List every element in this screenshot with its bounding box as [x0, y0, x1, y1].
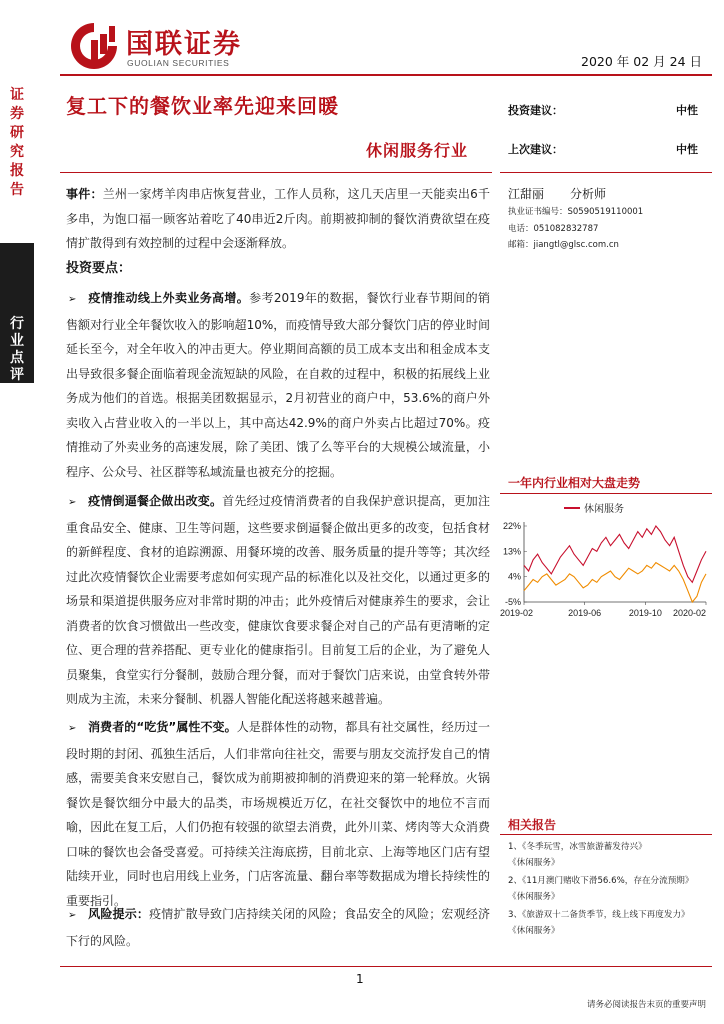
- key-point-1-heading: 疫情推动线上外卖业务高增。: [88, 291, 250, 305]
- x-tick-label: 2019-06: [568, 608, 602, 618]
- sidebar-industry-comment-label: 行业点评: [10, 316, 24, 383]
- header-divider: [60, 74, 712, 76]
- related-report-1-title[interactable]: 1、《冬季玩雪，冰雪旅游蓄发待兴》: [508, 842, 647, 852]
- company-logo: [68, 20, 268, 76]
- logo-english-name: GUOLIAN SECURITIES: [127, 58, 230, 68]
- key-point-3: [66, 715, 490, 913]
- x-tick-label: 2019-02: [500, 608, 534, 618]
- risk-warning-heading: 风险提示：: [88, 907, 150, 921]
- chart-title-divider: [500, 493, 712, 494]
- current-rating-value: 中性: [676, 104, 698, 117]
- footer-disclaimer: 请务必阅读报告末页的重要声明: [586, 1000, 706, 1010]
- related-report-2-title[interactable]: 2、《11月澳门赌收下滑56.6%，存在分流预期》: [508, 876, 694, 886]
- key-point-2-text: 首先经过疫情消费者的自我保护意识提高，更加注重食品安全、健康、卫生等问题，这些要求倒逼餐企做出更多的改变，包括食材的新鲜程度、食材的追踪溯源、用餐环境的改善、服务质量的提升等等；其次经过此次疫情餐饮企业需要考虑如何实现产品的标准化以及社交化，以通过更多的场景和渠道提供服务应对非常时期的冲击；此外疫情后对健康养生的要求，会让消费者的饮食习惯做出一些改变，健康饮食要求餐企对自己的产品有更清晰的定位、更合理的营养搭配、更专业化的健康指引。目前复工后的企业，为了避免人员聚集，食堂实行分餐制，鼓励合理分餐，而对于餐饮门店来说，由堂食转外带则成为主流，未来分餐制、机器人智能化配送将越来越普遍。: [66, 494, 490, 706]
- sidebar-research-report-label: 证券研究报告: [10, 87, 24, 198]
- key-point-3-heading: 消费者的“吃货”属性不变。: [88, 720, 237, 734]
- analyst-license: 执业证书编号：S0590519110001: [508, 207, 644, 217]
- previous-rating-value: 中性: [676, 143, 698, 156]
- x-tick-label: 2019-10: [628, 608, 662, 618]
- key-point-2: [66, 489, 490, 712]
- footer-divider: [60, 966, 712, 967]
- key-point-1-text: 参考2019年的数据，餐饮行业春节期间的销售额对行业全年餐饮收入的影响超10%，而疫情导致大部分餐饮门店的停业时间延长至今，对全年收入的冲击更大。停业期间高额的员工成本支出和租金成本支出导致很多餐企面临着现金流短缺的风险，在自救的过程中，积极的拓展线上业务成为他们的首选。根据美团数据显示，2月初营业的商户中，53.6%的商户外卖收入占营业收入的一半以上，其中高达42.9%的商户外卖占比超过70%。疫情推动了外卖业务的高速发展，除了美团、饿了么等平台的大规模公域流量，小程序、公众号、社区群等私域流量也被充分的挖掘。: [66, 291, 490, 479]
- rating-divider: [500, 172, 712, 173]
- bullet-arrow-icon: ➢: [68, 910, 77, 921]
- analyst-info: [508, 185, 713, 255]
- relative-trend-chart: [500, 498, 712, 626]
- y-tick-label: -5%: [504, 597, 521, 607]
- title-divider: [60, 172, 492, 173]
- y-tick-label: 22%: [502, 521, 521, 531]
- related-report-3-category: 《休闲服务》: [508, 926, 560, 936]
- risk-warning: [66, 902, 490, 953]
- logo-mark-icon: [68, 20, 120, 72]
- bullet-arrow-icon: ➢: [68, 723, 77, 734]
- y-tick-label: 13%: [502, 546, 521, 557]
- y-tick-label: 4%: [507, 571, 521, 582]
- analyst-name-row: [508, 185, 713, 205]
- logo-chinese-name: 国联证券: [126, 29, 242, 60]
- previous-rating-label: 上次建议：: [508, 143, 563, 156]
- page-number: 1: [356, 972, 364, 986]
- related-report-2-category: 《休闲服务》: [508, 892, 560, 902]
- chart-title: 一年内行业相对大盘走势: [508, 476, 641, 490]
- key-point-2-heading: 疫情倒逼餐企做出改变。: [88, 494, 223, 508]
- related-reports-divider: [500, 834, 712, 835]
- series-line-leisure-services: [524, 526, 706, 582]
- event-paragraph: [66, 182, 490, 256]
- related-report-1-category: 《休闲服务》: [508, 858, 560, 868]
- bullet-arrow-icon: ➢: [68, 497, 77, 508]
- bullet-arrow-icon: ➢: [68, 294, 77, 305]
- industry-name: 休闲服务行业: [366, 141, 469, 160]
- event-label: 事件：: [66, 187, 103, 201]
- analyst-email[interactable]: 邮箱：jiangtl@glsc.com.cn: [508, 240, 619, 250]
- related-report-3-title[interactable]: 3、《旅游双十二备货季节，线上线下再度发力》: [508, 910, 690, 920]
- event-text: 兰州一家烤羊肉串店恢复营业，工作人员称，这几天店里一天能卖出6千多串，为饱口福一顾客站着吃了40串近2斤肉。前期被抑制的餐饮消费欲望在疫情扩散得到有效控制的过程中会逐渐释放。: [66, 187, 490, 250]
- analyst-phone: 电话：051082832787: [508, 223, 599, 234]
- analyst-role: 分析师: [570, 187, 607, 201]
- x-tick-label: 2020-02: [672, 608, 706, 618]
- risk-warning-text: 疫情扩散导致门店持续关闭的风险；食品安全的风险；宏观经济下行的风险。: [66, 907, 490, 948]
- key-point-1: [66, 286, 490, 484]
- key-point-3-text: 人是群体性的动物，都具有社交属性，经历过一段时期的封闭、孤独生活后，人们非常向往社交，需要与朋友交流抒发自己的情感，需要美食来安慰自己，餐饮成为前期被抑制的消费迎来的第一轮释放。火锅餐饮是餐饮细分中最大的品类，市场规模近万亿，在社交餐饮中的地位不言而喻，因此在复工后，人们仍抱有较强的欲望去消费，此外川菜、烤肉等大众消费口味的餐饮也会备受喜爱。可持续关注海底捞，目前北京、上海等地区门店有望陆续开业，同时也启用线上业务，门店客流量、翻台率等数据成为增长持续性的重要指引。: [66, 720, 490, 908]
- series-line-benchmark: [524, 563, 706, 602]
- legend-label: 休闲服务: [584, 504, 624, 515]
- key-points-heading: 投资要点：: [66, 261, 132, 276]
- related-reports-title: 相关报告: [508, 818, 557, 832]
- report-title: 复工下的餐饮业率先迎来回暖: [66, 94, 339, 118]
- analyst-name: 江甜丽: [508, 187, 545, 201]
- current-rating-label: 投资建议：: [508, 104, 563, 117]
- report-date: 2020 年 02 月 24 日: [581, 54, 702, 69]
